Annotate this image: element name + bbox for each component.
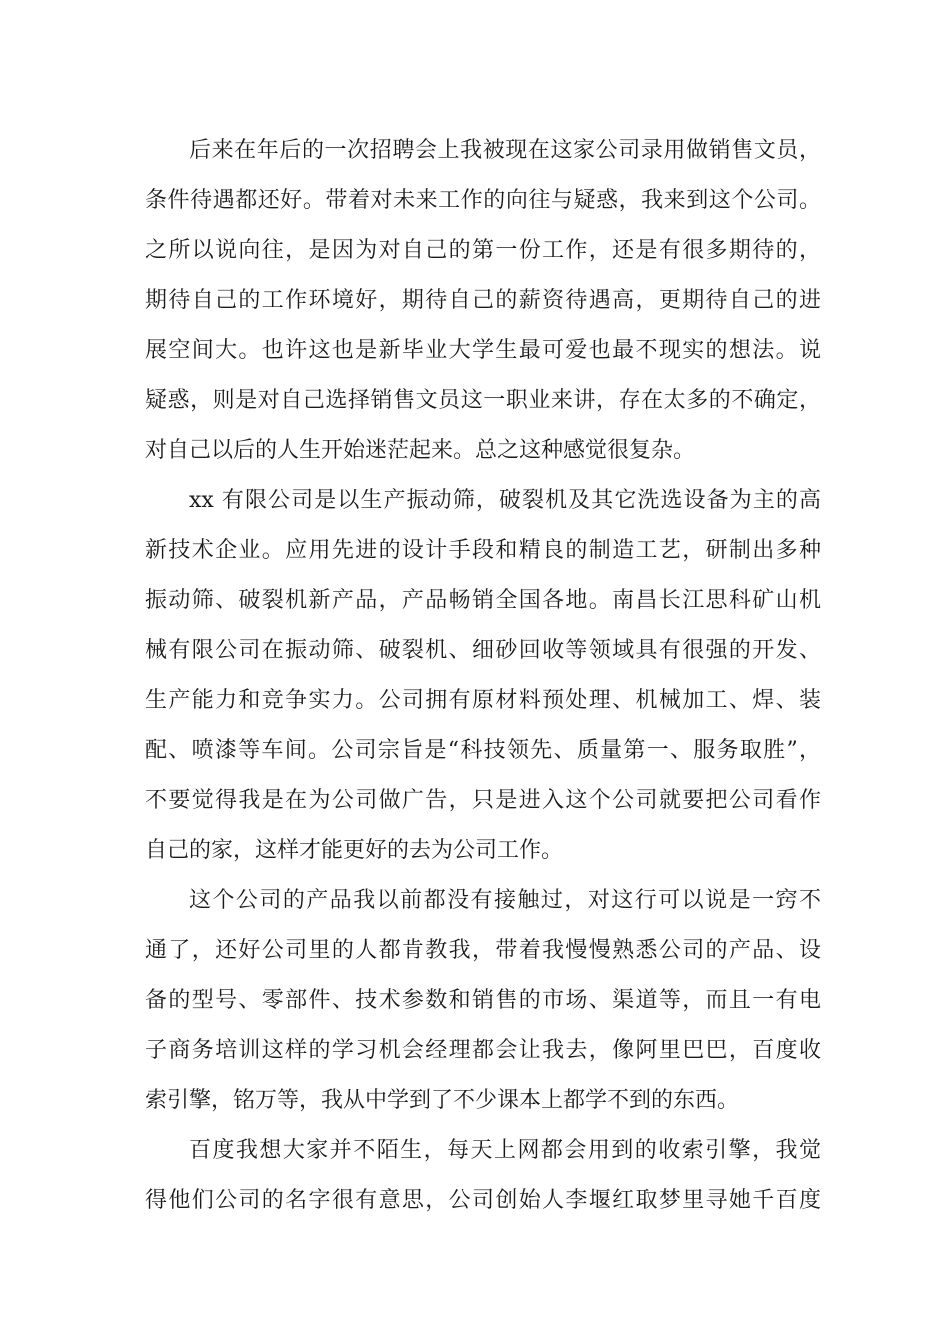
paragraph-4 bbox=[145, 1126, 821, 1226]
text-line: 条件待遇都还好。带着对未来工作的向往与疑惑，我来到这个公司。 bbox=[145, 188, 821, 213]
text-line: 对自己以后的人生开始迷茫起来。总之这种感觉很复杂。 bbox=[145, 438, 696, 463]
text-line: 振动筛、破裂机新产品，产品畅销全国各地。南昌长江思科矿山机 bbox=[145, 588, 821, 613]
text-line: 不要觉得我是在为公司做广告，只是进入这个公司就要把公司看作 bbox=[145, 788, 821, 813]
paragraph-3 bbox=[145, 876, 821, 1126]
text-line: 械有限公司在振动筛、破裂机、细砂回收等领域具有很强的开发、 bbox=[145, 638, 821, 663]
text-line: 期待自己的工作环境好，期待自己的薪资待遇高，更期待自己的进 bbox=[145, 288, 821, 313]
text-line: 之所以说向往，是因为对自己的第一份工作，还是有很多期待的， bbox=[145, 238, 821, 263]
text-line: 通了，还好公司里的人都肯教我，带着我慢慢熟悉公司的产品、设 bbox=[145, 938, 821, 963]
text-line: 子商务培训这样的学习机会经理都会让我去，像阿里巴巴，百度收 bbox=[145, 1038, 821, 1063]
text-line: xx 有限公司是以生产振动筛，破裂机及其它洗选设备为主的高 bbox=[189, 488, 821, 513]
text-line: 后来在年后的一次招聘会上我被现在这家公司录用做销售文员， bbox=[189, 138, 821, 163]
document-body bbox=[145, 126, 821, 1226]
text-line: 自己的家，这样才能更好的去为公司工作。 bbox=[145, 838, 564, 863]
text-line: 索引擎，铭万等，我从中学到了不少课本上都学不到的东西。 bbox=[145, 1088, 740, 1113]
text-line: 这个公司的产品我以前都没有接触过，对这行可以说是一窍不 bbox=[189, 888, 821, 913]
paragraph-1 bbox=[145, 126, 821, 476]
text-line: 展空间大。也许这也是新毕业大学生最可爱也最不现实的想法。说 bbox=[145, 338, 821, 363]
text-line: 得他们公司的名字很有意思，公司创始人李堰红取梦里寻她千百度 bbox=[145, 1188, 821, 1213]
text-line: 配、喷漆等车间。公司宗旨是“科技领先、质量第一、服务取胜”， bbox=[145, 738, 821, 763]
text-line: 疑惑，则是对自己选择销售文员这一职业来讲，存在太多的不确定， bbox=[145, 388, 821, 413]
paragraph-2 bbox=[145, 476, 821, 876]
text-line: 备的型号、零部件、技术参数和销售的市场、渠道等，而且一有电 bbox=[145, 988, 821, 1013]
text-line: 生产能力和竞争实力。公司拥有原材料预处理、机械加工、焊、装 bbox=[145, 688, 821, 713]
text-line: 百度我想大家并不陌生，每天上网都会用到的收索引擎，我觉 bbox=[189, 1138, 821, 1163]
text-line: 新技术企业。应用先进的设计手段和精良的制造工艺，研制出多种 bbox=[145, 538, 821, 563]
